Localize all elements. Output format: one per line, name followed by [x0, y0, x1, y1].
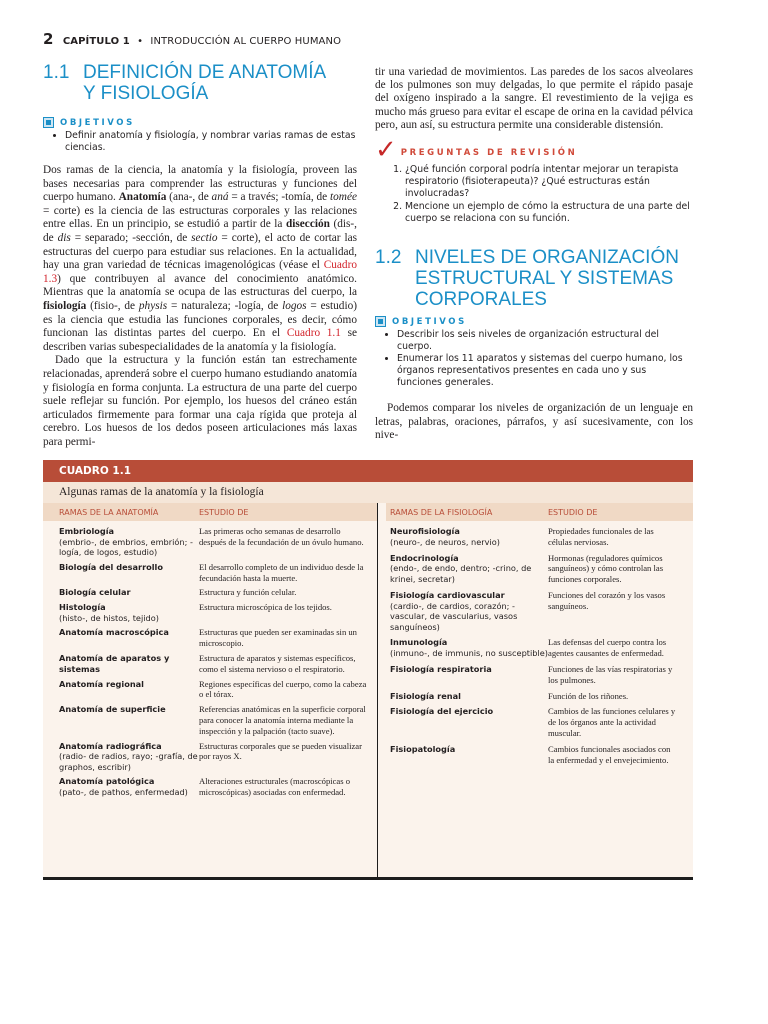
- table-row: [43, 587, 377, 598]
- objectives-list: [43, 130, 357, 154]
- table-row: [386, 691, 693, 702]
- study-cell: Estructuras corporales que se pueden visualizar por rayos X.: [199, 740, 362, 762]
- body-paragraph: Dado que la estructura y la función están tan estrechamente relacionadas, aprenderá sobre el cuerpo humano estudiando anatomía y fisiología en forma conjunta. La estructura de una parte del cuerpo suele reflejar su función. Por ejemplo, los huesos del cráneo están articulados firmemente para formar una caja rígida que proteja al cerebro. Los huesos de los dedos poseen articulaciones más laxas para permi-: [43, 354, 357, 448]
- review-question: 2. Mencione un ejemplo de cómo la estructura de una parte del cuerpo se relaciona con su función.: [405, 201, 693, 225]
- section-title-line: ESTRUCTURAL Y SISTEMAS: [415, 268, 674, 290]
- table-row: [43, 526, 377, 558]
- table-subtitle: Algunas ramas de la anatomía y la fisiología: [43, 482, 693, 503]
- column-header: RAMAS DE LA FISIOLOGÍA: [390, 507, 493, 517]
- table-row: [43, 602, 377, 623]
- section-title-line: NIVELES DE ORGANIZACIÓN: [415, 247, 679, 269]
- table-row: [43, 741, 377, 773]
- chapter-label: CAPÍTULO 1: [62, 36, 130, 47]
- branch-cell: [43, 741, 199, 773]
- section-number: 1.2: [375, 247, 402, 269]
- text-run: = corte) es la ciencia de las estructuras corporales y las relaciones entre ellas. En un principio, se estudió a partir de la: [43, 204, 357, 231]
- term-bold: fisiología: [43, 299, 87, 312]
- term-italic: aná: [211, 191, 229, 204]
- objectives-icon: [43, 117, 54, 128]
- table-title: CUADRO 1.1: [43, 460, 693, 482]
- branch-name: Fisiología renal: [390, 690, 461, 701]
- objective-item: • Enumerar los 11 aparatos y sistemas del cuerpo humano, los órganos representativos presentes en cada uno y sus funciones generales.: [397, 353, 693, 389]
- physiology-column: [378, 503, 693, 877]
- text-run: (dis-, de: [43, 218, 357, 244]
- study-cell: Estructura de aparatos y sistemas específicos, como el sistema nervioso o el respiratorio.: [199, 652, 356, 674]
- branch-name: Histología: [59, 602, 106, 613]
- branch-cell: [43, 526, 199, 558]
- branch-cell: [43, 776, 199, 798]
- term-bold: disección: [285, 218, 330, 231]
- term-bold: Anatomía: [118, 191, 167, 204]
- branch-etymology: (embrio-, de embrios, embrión; -logía, de logos, estudio): [59, 536, 193, 558]
- study-cell: Función de los riñones.: [548, 690, 629, 701]
- branch-name: Anatomía regional: [59, 678, 144, 689]
- branch-name: Fisiopatología: [390, 743, 456, 754]
- table-cuadro-1-1: [43, 460, 693, 880]
- table-row: [43, 704, 377, 736]
- branch-name: Biología del desarrollo: [59, 561, 163, 572]
- text-run: = corte), el acto de cortar las estructuras del cuerpo para estudiar sus relaciones. En la actualidad, hay una gran variedad de técnicas imagenológicas (véase el: [43, 231, 357, 272]
- table-row: [386, 664, 693, 686]
- study-cell: Cambios de las funciones celulares y de los órganos ante la actividad muscular.: [548, 706, 676, 738]
- term-italic: logos: [282, 299, 307, 312]
- body-paragraph: tir una variedad de movimientos. Las paredes de los sacos alveolares de los pulmones son muy delgadas, lo que permite el rápido pasaje del oxígeno inspirado a la sangre. El revestimiento de la vejiga es mucho más grueso para evitar el escape de orina en la cavidad pélvica pero, aun así, su estructura permite una considerable distensión.: [375, 66, 693, 131]
- branch-etymology: (radio- de radios, rayo; -grafía, de graphos, escribir): [59, 751, 198, 772]
- branch-cell: [43, 627, 199, 649]
- table-row: [386, 706, 693, 738]
- branch-cell: [43, 602, 199, 623]
- chapter-title: INTRODUCCIÓN AL CUERPO HUMANO: [150, 36, 342, 47]
- body-paragraph: [43, 164, 357, 354]
- left-column: [43, 62, 357, 449]
- objectives-label: OBJETIVOS: [392, 316, 467, 327]
- text-run: Dos ramas de la ciencia, la anatomía y la fisiología, proveen las bases necesarias para comprender las estructuras y funciones del cuerpo humano.: [43, 164, 357, 204]
- cross-reference-link[interactable]: Cuadro 1.1: [286, 327, 341, 340]
- cross-reference-link[interactable]: Cuadro 1.3: [43, 259, 357, 285]
- study-cell: Estructuras que pueden ser examinadas sin un microscopio.: [199, 627, 357, 649]
- text-run: (ana-, de: [166, 191, 212, 204]
- branch-cell: [43, 653, 199, 675]
- table-row: [386, 590, 693, 632]
- branch-cell: [386, 526, 548, 548]
- branch-name: Fisiología cardiovascular: [390, 589, 505, 600]
- text-run: = estudio) es la ciencia que estudia las funciones corporales, es decir, cómo funcionan las distintas partes del cuerpo. En el: [43, 299, 357, 340]
- branch-cell: [43, 679, 199, 701]
- anatomy-rows: [43, 526, 377, 798]
- term-italic: dis: [57, 231, 71, 244]
- study-cell: Las defensas del cuerpo contra los agentes causantes de enfermedad.: [548, 637, 667, 659]
- branch-name: Inmunología: [390, 637, 448, 648]
- branch-cell: [386, 691, 548, 702]
- branch-etymology: (inmuno-, de immunis, no susceptible): [390, 647, 548, 658]
- branch-name: Anatomía de aparatos y sistemas: [59, 652, 170, 674]
- branch-cell: [386, 706, 548, 738]
- term-italic: tomée: [330, 191, 357, 204]
- study-cell: Las primeras ocho semanas de desarrollo después de la fecundación de un óvulo humano.: [199, 526, 364, 547]
- page-number: 2: [43, 30, 54, 48]
- section-title-line: DEFINICIÓN DE ANATOMÍA: [83, 62, 327, 83]
- branch-etymology: (pato-, de pathos, enfermedad): [59, 786, 188, 797]
- table-row: [43, 776, 377, 798]
- branch-cell: [43, 587, 199, 598]
- branch-name: Fisiología del ejercicio: [390, 706, 494, 717]
- study-cell: El desarrollo completo de un individuo desde la fecundación hasta la muerte.: [199, 561, 364, 583]
- branch-name: Embriología: [59, 526, 115, 536]
- body-paragraph: Podemos comparar los niveles de organización de un lenguaje en letras, palabras, oraciones, párrafos, y así sucesivamente, con los nive-: [375, 402, 693, 442]
- review-heading: [375, 135, 693, 166]
- branch-etymology: (histo-, de histos, tejido): [59, 612, 159, 623]
- branch-cell: [386, 744, 548, 766]
- text-run: (fisio-, de: [86, 299, 139, 312]
- table-header-row: [386, 503, 693, 521]
- text-run: = naturaleza; -logía, de: [167, 299, 283, 312]
- table-row: [386, 744, 693, 766]
- study-cell: Cambios funcionales asociados con la enfermedad y el envejecimiento.: [548, 743, 671, 765]
- study-cell: Alteraciones estructurales (macroscópicas o microscópicas) asociadas con enfermedad.: [199, 776, 351, 798]
- section-heading: [375, 247, 693, 310]
- objective-item: • Describir los seis niveles de organización estructural del cuerpo.: [397, 329, 693, 353]
- text-run: = a través; -tomía, de: [228, 191, 331, 204]
- table-header-row: [43, 503, 377, 521]
- study-cell: Funciones de las vías respiratorias y los pulmones.: [548, 663, 673, 685]
- branch-name: Anatomía macroscópica: [59, 627, 169, 638]
- table-row: [43, 653, 377, 675]
- table-row: [43, 562, 377, 584]
- branch-etymology: (neuro-, de neuros, nervio): [390, 536, 500, 547]
- table-row: [386, 526, 693, 548]
- objectives-list: [375, 329, 693, 389]
- review-question: 1. ¿Qué función corporal podría intentar mejorar un terapista respiratorio (fisioterapeuta)? ¿Qué estructuras están involucradas?: [405, 164, 693, 200]
- column-header: ESTUDIO DE: [548, 507, 598, 517]
- running-header: [43, 30, 341, 48]
- study-cell: Funciones del corazón y los vasos sanguíneos.: [548, 589, 666, 611]
- study-cell: Hormonas (reguladores químicos sanguíneos) y cómo controlan las funciones corporales.: [548, 552, 664, 585]
- branch-name: Anatomía de superficie: [59, 704, 166, 715]
- branch-name: Anatomía patológica: [59, 776, 155, 787]
- table-row: [386, 553, 693, 585]
- branch-etymology: (cardio-, de cardios, corazón; -vascular, de vascularius, vasos sanguíneos): [390, 600, 518, 632]
- branch-name: Anatomía radiográfica: [59, 740, 162, 751]
- branch-name: Neurofisiología: [390, 526, 460, 536]
- branch-name: Biología celular: [59, 587, 131, 598]
- objectives-icon: [375, 316, 386, 327]
- column-header: RAMAS DE LA ANATOMÍA: [59, 507, 159, 517]
- branch-cell: [386, 664, 548, 686]
- review-label: PREGUNTAS DE REVISIÓN: [400, 148, 578, 159]
- term-italic: sectio: [191, 231, 218, 244]
- table-row: [386, 637, 693, 659]
- header-separator: •: [137, 36, 144, 47]
- study-cell: Propiedades funcionales de las células nerviosas.: [548, 526, 654, 547]
- checkmark-icon: ✓: [375, 135, 397, 166]
- branch-cell: [386, 637, 548, 659]
- branch-name: Endocrinología: [390, 552, 459, 563]
- objectives-label: OBJETIVOS: [60, 117, 135, 128]
- anatomy-column: [43, 503, 378, 877]
- objectives-heading: [43, 117, 357, 128]
- table-row: [43, 627, 377, 649]
- column-header: ESTUDIO DE: [199, 507, 249, 517]
- branch-etymology: (endo-, de endo, dentro; -crino, de krinei, secretar): [390, 563, 532, 584]
- study-cell: Estructura y función celular.: [199, 587, 297, 598]
- section-title-line: Y FISIOLOGÍA: [83, 83, 209, 104]
- text-run: = separado; -sección, de: [70, 231, 192, 244]
- objective-item: • Definir anatomía y fisiología, y nombrar varias ramas de estas ciencias.: [65, 130, 357, 154]
- right-column: [375, 66, 693, 443]
- text-run: ) que contribuyen al avance del conocimiento anatómico. Mientras que la anatomía se ocupa de las estructuras del cuerpo, la: [43, 272, 357, 299]
- section-title: [83, 62, 326, 104]
- objectives-heading: [375, 316, 693, 327]
- study-cell: Referencias anatómicas en la superficie corporal para conocer la anatomía interna mediante la inspección y la palpación (tacto suave).: [199, 704, 366, 736]
- table-body: [43, 503, 693, 880]
- branch-cell: [43, 562, 199, 584]
- branch-cell: [386, 553, 548, 585]
- study-cell: Estructura microscópica de los tejidos.: [199, 602, 332, 613]
- section-heading: [43, 62, 357, 104]
- section-title-line: CORPORALES: [415, 289, 547, 311]
- study-cell: Regiones específicas del cuerpo, como la cabeza o el tórax.: [199, 678, 367, 700]
- table-row: [43, 679, 377, 701]
- branch-name: Fisiología respiratoria: [390, 663, 492, 674]
- term-italic: physis: [138, 299, 168, 312]
- section-number: 1.1: [43, 62, 70, 83]
- section-title: [415, 247, 679, 310]
- physiology-rows: [386, 526, 693, 765]
- review-questions: [375, 164, 693, 225]
- branch-cell: [386, 590, 548, 632]
- text-run: se describen varias subespecialidades de la anatomía y la fisiología.: [43, 327, 357, 353]
- branch-cell: [43, 704, 199, 736]
